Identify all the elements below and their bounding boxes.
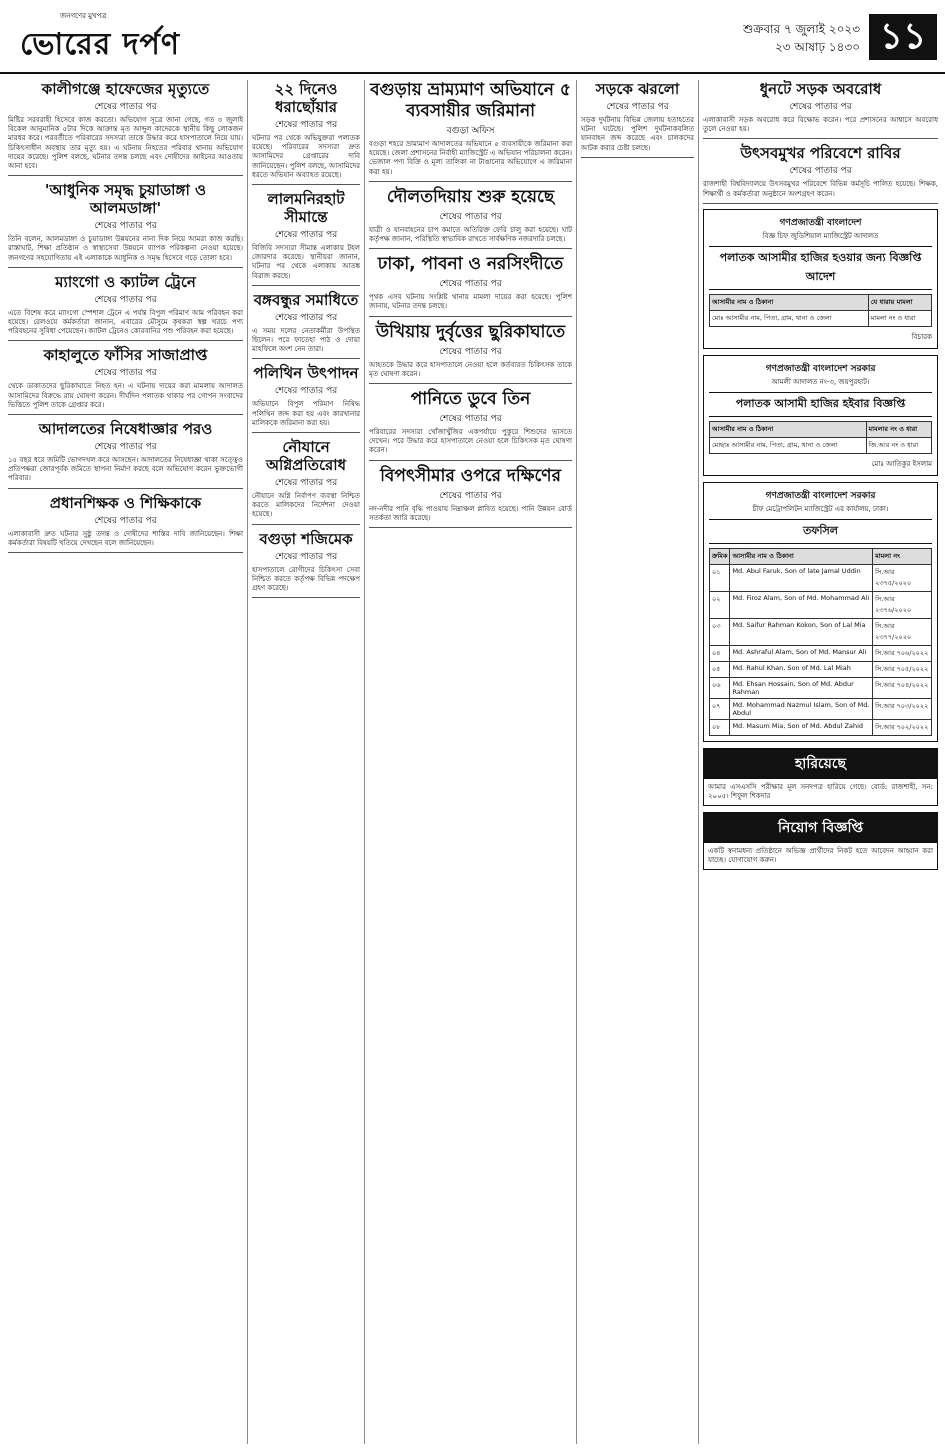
story xyxy=(369,466,572,528)
story-headline[interactable]: দৌলতদিয়ায় শুরু হয়েছে xyxy=(386,186,555,207)
story-headline[interactable]: পানিতে ডুবে তিন xyxy=(410,389,531,410)
story-headline[interactable]: কাহালুতে ফাঁসির সাজাপ্রাপ্ত xyxy=(43,346,208,365)
notice-title: পলাতক আসামীর হাজির হওয়ার জন্য বিজ্ঞপ্তি আদেশ xyxy=(709,246,932,290)
table-cell: ০২ xyxy=(710,591,730,618)
table-row xyxy=(710,591,932,618)
story xyxy=(369,187,572,249)
story-body: নদ-নদীর পানি বৃদ্ধি পাওয়ায় নিম্নাঞ্চল প্লাবিত হয়েছে। পানি উন্নয়ন বোর্ড সতর্কতা জারি করেছে। xyxy=(369,504,572,522)
story-body: নৌযানে অগ্নি নির্বাপণ ব্যবস্থা নিশ্চিত করতে মালিকদের নির্দেশনা দেওয়া হয়েছে। xyxy=(252,492,360,519)
column-1 xyxy=(8,80,243,1444)
story-body: থেকে ডাকাতদের ছুরিকাঘাতে নিহত হন। এ ঘটনায় দায়ের করা মামলায় আদালত আসামিদের বিরুদ্ধে রায় ঘোষণা করেন। দীর্ঘদিন পলাতক থাকার পর গোপন সংবাদের ভিত্তিতে পুলিশ তাকে গ্রেপ্তার করে। xyxy=(8,382,243,409)
story xyxy=(252,364,360,433)
lost-notice-label: হারিয়েছে xyxy=(704,749,937,779)
story-body: পরিবারের সদস্যরা খোঁজাখুঁজির একপর্যায়ে পুকুরে শিশুদের ভাসতে দেখেন। পরে উদ্ধার করে হাসপাতালে নেওয়া হলে চিকিৎসক মৃত ঘোষণা করেন। xyxy=(369,428,572,455)
story-headline[interactable]: উখিয়ায় দুর্বৃত্তের ছুরিকাঘাতে xyxy=(375,321,566,342)
table-cell: জি.আর নং ও ধারা xyxy=(866,437,931,453)
table-row xyxy=(710,677,932,698)
story xyxy=(703,144,938,203)
column-5 xyxy=(698,80,938,1444)
table-row xyxy=(710,698,932,719)
story-headline[interactable]: প্রধানশিক্ষক ও শিক্ষিকাকে xyxy=(49,493,202,512)
continuation-label: শেষের পাতার পর xyxy=(274,312,338,323)
continuation-label: শেষের পাতার পর xyxy=(789,166,852,177)
table-header: যে ধারায় মামলা xyxy=(868,294,931,310)
continuation-label: শেষের পাতার পর xyxy=(94,294,157,305)
table-cell: ০৩ xyxy=(710,618,730,645)
page-number: ১১ xyxy=(869,14,937,60)
table-cell: Md. Abul Faruk, Son of late Jamal Uddin xyxy=(730,564,873,591)
story-headline[interactable]: নৌযানে অগ্নিপ্রতিরোধ xyxy=(265,438,347,475)
story-body: মিষ্টির সরবরাহী হিসেবে কাজ করতো। অভিযোগ সূত্রে জানা গেছে, গত ৩ জুলাই বিকেল আনুমানিক ৫টার দিকে আক্রান্ত মৃত আব্দুল কাদেরকে স্থানীয় কিছু লোকজন মারধর করে। পরবর্তীতে পরিবারের সদস্যরা তাকে উদ্ধার করে হাসপাতালে নিয়ে যায়। চিকিৎসাধীন অবস্থায় তার মৃত্যু হয়। এ ঘটনায় নিহতের পরিবার থানায় অভিযোগ দায়ের করেছে। পুলিশ বলছে, ঘটনার তদন্ত চলছে এবং দোষীদের আইনের আওতায় আনা হবে। xyxy=(8,116,243,171)
continuation-label: শেষের পাতার পর xyxy=(439,346,502,357)
column-4 xyxy=(576,80,694,1444)
recruitment-notice-label: নিয়োগ বিজ্ঞপ্তি xyxy=(704,813,937,843)
story-headline[interactable]: বঙ্গবন্ধুর সমাধিতে xyxy=(253,290,359,309)
table-cell: সি.আর ৭০৫/২০২২ xyxy=(873,661,932,677)
story-body: ১৫ বছর ধরে জমিটি ভোগদখল করে আসছেন। আদালতের নিষেধাজ্ঞা থাকা সত্ত্বেও প্রতিপক্ষরা জোরপূর্বক জমিতে স্থাপনা নির্মাণ করছে বলে অভিযোগ করেন ভুক্তভোগী পরিবার। xyxy=(8,456,243,483)
table-cell: Md. Ashraful Alam, Son of Md. Mansur Ali xyxy=(730,645,873,661)
story-body: এলাকাবাসী সড়ক অবরোধ করে বিক্ষোভ করেন। পরে প্রশাসনের আশ্বাসে অবরোধ তুলে নেওয়া হয়। xyxy=(703,116,938,134)
schedule-table xyxy=(709,548,932,736)
table-cell: Md. Ehsan Hossain, Son of Md. Abdur Rahman xyxy=(730,677,873,698)
lead-story xyxy=(369,80,572,182)
table-header: আসামীর নাম ও ঠিকানা xyxy=(730,548,873,564)
notice-sub: বিজ্ঞ চিফ জুডিশিয়াল ম্যাজিস্ট্রেট আদালত xyxy=(762,231,879,240)
continuation-label: শেষের পাতার পর xyxy=(94,221,157,232)
court-notice-1 xyxy=(703,209,938,349)
story-body: সড়ক দুর্ঘটনায় বিভিন্ন জেলায় হতাহতের ঘটনা ঘটেছে। পুলিশ দুর্ঘটনাকবলিত যানবাহন জব্দ করেছে এবং চালকদের আটক করার চেষ্টা চলছে। xyxy=(581,116,694,152)
continuation-label: শেষের পাতার পর xyxy=(94,442,157,453)
court-notice-3 xyxy=(703,482,938,742)
recruitment-notice-text: একটি স্বনামধন্য প্রতিষ্ঠানে অভিজ্ঞ প্রার্থীদের নিকট হতে আবেদন আহ্বান করা যাচ্ছে। যোগাযোগ করুন। xyxy=(708,846,933,864)
story-headline[interactable]: লালমনিরহাট সীমান্তে xyxy=(267,190,345,227)
table-cell: ০৫ xyxy=(710,661,730,677)
table-cell: ০৮ xyxy=(710,719,730,735)
story-headline[interactable]: ২২ দিনেও ধরাছোঁয়ার xyxy=(274,80,338,116)
story-headline[interactable]: আদালতের নিষেধাজ্ঞার পরও xyxy=(38,420,213,439)
table-cell: সি.আর ৭০২/২০২২ xyxy=(873,719,932,735)
story-headline[interactable]: বগুড়া শজিমেক xyxy=(259,529,353,548)
story xyxy=(369,254,572,316)
story xyxy=(8,273,243,342)
story-body: পৃথক এসব ঘটনায় সংশ্লিষ্ট থানায় মামলা দায়ের করা হয়েছে। পুলিশ জানায়, ঘটনার তদন্ত চলছে। xyxy=(369,293,572,311)
continuation-label: শেষের পাতার পর xyxy=(94,515,157,526)
story-headline[interactable]: বিপৎসীমার ওপরে দক্ষিণের xyxy=(380,465,561,486)
notice-signatory: বিচারক xyxy=(911,332,932,341)
story xyxy=(252,190,360,286)
story xyxy=(369,389,572,461)
continuation-label: শেষের পাতার পর xyxy=(94,368,157,379)
table-cell: Md. Masum Mia, Son of Md. Abdul Zahid xyxy=(730,719,873,735)
court-notice-2 xyxy=(703,355,938,476)
notice-sub: আমলী আদালত নং-৩, জয়পুরহাট। xyxy=(771,377,870,386)
notice-title: পলাতক আসামী হাজির হইবার বিজ্ঞপ্তি xyxy=(709,392,932,417)
story-headline[interactable]: 'আধুনিক সমৃদ্ধ চুয়াডাঙ্গা ও আলমডাঙ্গা' xyxy=(44,181,207,218)
notice-title: তফসিল xyxy=(709,519,932,544)
masthead xyxy=(0,0,945,74)
story-body: এ সময় দলের নেতাকর্মীরা উপস্থিত ছিলেন। পরে ফাতেহা পাঠ ও দোয়া মাহফিলে অংশ নেন তারা। xyxy=(252,326,360,354)
story-body: এলাকাবাসী দ্রুত ঘটনার সুষ্ঠু তদন্ত ও দোষীদের শাস্তির দাবি জানিয়েছেন। শিক্ষা কর্মকর্তারা বিষয়টি খতিয়ে দেখছেন বলে জানিয়েছেন। xyxy=(8,529,243,547)
table-cell: মামলা নং ও ধারা xyxy=(868,310,931,326)
masthead-tagline: জনগণের মুখপত্র xyxy=(60,12,107,20)
story xyxy=(252,438,360,525)
continuation-label: শেষের পাতার পর xyxy=(274,478,338,489)
continuation-label: শেষের পাতার পর xyxy=(606,102,669,112)
table-header: মামলার নং ও ধারা xyxy=(866,421,931,437)
table-cell: সি.আর ২৩৭৭/২০২০ xyxy=(873,618,932,645)
continuation-label: শেষের পাতার পর xyxy=(439,414,502,425)
recruitment-notice xyxy=(703,812,938,870)
story xyxy=(369,322,572,384)
story xyxy=(252,530,360,599)
story-body: হাসপাতালে রোগীদের চিকিৎসা সেবা নিশ্চিত করতে কর্তৃপক্ষ বিভিন্ন পদক্ষেপ গ্রহণ করেছে। xyxy=(252,565,360,593)
continuation-label: শেষের পাতার পর xyxy=(439,490,502,501)
story-headline[interactable]: ম্যাংগো ও ক্যাটল ট্রেনে xyxy=(55,272,196,291)
table-cell: মোঃ আসামীর নাম, পিতা, গ্রাম, থানা ও জেলা xyxy=(710,310,869,326)
table-header: মামলা নং xyxy=(873,548,932,564)
table-header: আসামীর নাম ও ঠিকানা xyxy=(710,294,869,310)
table-cell: সি.আর ৭০৬/২০২২ xyxy=(873,645,932,661)
table-row xyxy=(710,564,932,591)
notice-org: গণপ্রজাতন্ত্রী বাংলাদেশ xyxy=(779,217,862,228)
table-cell: সি.আর ২৩৭৬/২০২০ xyxy=(873,591,932,618)
story xyxy=(8,80,243,176)
story-body: তিনি বলেন, আলমডাঙ্গা ও চুয়াডাঙ্গা উন্নয়নের নানা দিক নিয়ে আমরা কাজ করছি। রাস্তাঘাট, শিক্ষা প্রতিষ্ঠান ও স্বাস্থ্যসেবা উন্নয়নে ব্যাপক পরিকল্পনা নেওয়া হয়েছে। জনগণের সহযোগিতায় এই এলাকাকে আধুনিক ও সমৃদ্ধ হিসেবে গড়ে তোলা হবে। xyxy=(8,235,243,262)
lost-notice-text: আমার এসএসসি পরীক্ষার মূল সনদপত্র হারিয়ে গেছে। বোর্ড: রাজশাহী, সন: ২০০৫। শিফুল শিকদার xyxy=(708,782,933,800)
continuation-label: শেষের পাতার পর xyxy=(274,551,338,562)
table-cell: Md. Firoz Alam, Son of Md. Mohammad Ali xyxy=(730,591,873,618)
notice-sub: চীফ মেট্রোপলিটন ম্যাজিস্ট্রেট এর কার্যালয়, ঢাকা। xyxy=(752,504,889,513)
table-cell: Md. Rahul Khan, Son of Md. Lal Miah xyxy=(730,661,873,677)
story-body: এতে বিশেষ করে ম্যাংগো স্পেশাল ট্রেনে এ পর্যন্ত বিপুল পরিমাণ আম পরিবহন করা হয়েছে। রেলওয়ে কর্মকর্তারা জানান, এবারের মৌসুমে কৃষকরা স্বল্প খরচে পণ্য পরিবহনের সুবিধা পেয়েছেন। ক্যাটল ট্রেনেও কোরবানির পশু পরিবহন করা হয়েছে। xyxy=(8,308,243,336)
table-header: আসামীর নাম ও ঠিকানা xyxy=(710,421,867,437)
story-body: অভিযানে বিপুল পরিমাণ নিষিদ্ধ পলিথিন জব্দ করা হয় এবং কারখানার মালিককে জরিমানা করা হয়। xyxy=(252,400,360,427)
story-headline[interactable]: উৎসবমুখর পরিবেশে রাবির xyxy=(740,144,901,163)
date-line: শুক্রবার ৭ জুলাই ২০২৩ xyxy=(743,22,860,36)
story xyxy=(703,80,938,139)
table-row xyxy=(710,645,932,661)
hijri-line: ২৩ আষাঢ় ১৪৩০ xyxy=(774,40,860,54)
story-body: বগুড়া শহরে ভ্রাম্যমাণ আদালতের অভিযানে ৫ ব্যবসায়ীকে জরিমানা করা হয়েছে। জেলা প্রশাসনের নির্বাহী ম্যাজিস্ট্রেট এ অভিযান পরিচালনা করেন। ভেজাল পণ্য বিক্রি ও মূল্য তালিকা না টাঙানোর অভিযোগে এ জরিমানা করা হয়। xyxy=(369,140,572,176)
story-body: ঘটনার পর থেকে অভিযুক্তরা পলাতক রয়েছে। পরিবারের সদস্যরা দ্রুত আসামিদের গ্রেপ্তারের দাবি জানিয়েছেন। পুলিশ বলছে, আসামিদের ধরতে অভিযান অব্যাহত রয়েছে। xyxy=(252,134,360,179)
continuation-label: শেষের পাতার পর xyxy=(274,386,338,397)
story-body: রাজশাহী বিশ্ববিদ্যালয়ে উৎসবমুখর পরিবেশে বিভিন্ন কর্মসূচি পালিত হয়েছে। শিক্ষক, শিক্ষার্থী ও কর্মকর্তারা অনুষ্ঠানে অংশগ্রহণ করেন। xyxy=(703,180,938,198)
table-cell: মোছাঃ আসামীর নাম, পিতা, গ্রাম, থানা ও জেলা xyxy=(710,437,867,453)
table-cell: ০৪ xyxy=(710,645,730,661)
story-headline[interactable]: ঢাকা, পাবনা ও নরসিংদীতে xyxy=(377,254,564,275)
story xyxy=(8,494,243,553)
lost-notice xyxy=(703,748,938,806)
story-headline[interactable]: ধুনটে সড়ক অবরোধ xyxy=(759,80,882,98)
story xyxy=(8,346,243,415)
story xyxy=(8,420,243,489)
story-headline[interactable]: কালীগঞ্জে হাফেজের মৃত্যুতে xyxy=(41,80,210,98)
table-cell: সি.আর ৭০৩/২০২২ xyxy=(873,698,932,719)
table-cell: Md. Saifur Rahman Kokon, Son of Lal Mia xyxy=(730,618,873,645)
table-cell: ০১ xyxy=(710,564,730,591)
story xyxy=(8,181,243,268)
table-row xyxy=(710,618,932,645)
newspaper-logo: ভোরের দর্পণ xyxy=(20,27,180,62)
story-headline[interactable]: বগুড়ায় ভ্রাম্যমাণ অভিযানে ৫ ব্যবসায়ীর জরিমানা xyxy=(370,80,571,121)
column-2 xyxy=(247,80,360,1444)
notice-signatory: মোঃ আতিকুর ইসলাম xyxy=(871,459,932,468)
continuation-label: শেষের পাতার পর xyxy=(789,102,852,112)
story xyxy=(252,291,360,360)
story xyxy=(252,80,360,185)
continuation-label: শেষের পাতার পর xyxy=(439,279,502,290)
table-cell: সি.আর ২৩৭৫/২০২০ xyxy=(873,564,932,591)
continuation-label: শেষের পাতার পর xyxy=(94,102,157,112)
continuation-label: শেষের পাতার পর xyxy=(439,211,502,222)
date-box xyxy=(743,20,860,56)
table-cell: সি.আর ৭০৪/২০২২ xyxy=(873,677,932,698)
story-headline[interactable]: সড়কে ঝরলো xyxy=(595,80,680,98)
notice-org: গণপ্রজাতন্ত্রী বাংলাদেশ সরকার xyxy=(765,490,876,501)
story-body: আহতকে উদ্ধার করে হাসপাতালে নেওয়া হলে কর্তব্যরত চিকিৎসক তাকে মৃত ঘোষণা করেন। xyxy=(369,360,572,378)
continuation-label: শেষের পাতার পর xyxy=(274,120,338,130)
table-row xyxy=(710,661,932,677)
notice-org: গণপ্রজাতন্ত্রী বাংলাদেশ সরকার xyxy=(765,363,876,374)
table-cell: ০৬ xyxy=(710,677,730,698)
story-headline[interactable]: পলিথিন উৎপাদন xyxy=(253,364,359,383)
notice-table xyxy=(709,421,932,454)
dateline: বগুড়া অফিস xyxy=(446,126,495,136)
continuation-label: শেষের পাতার পর xyxy=(274,230,338,241)
table-header: ক্রমিক xyxy=(710,548,730,564)
table-cell: Md. Mohammad Nazmul Islam, Son of Md. Abdul xyxy=(730,698,873,719)
table-row xyxy=(710,719,932,735)
table-cell: ০৭ xyxy=(710,698,730,719)
notice-table xyxy=(709,294,932,327)
column-3 xyxy=(364,80,572,1444)
story xyxy=(581,80,694,158)
story-body: যাত্রী ও যানবাহনের চাপ কমাতে অতিরিক্ত ফেরি চালু করা হয়েছে। ঘাট কর্তৃপক্ষ জানান, পরিস্থিতি স্বাভাবিক রাখতে সার্বক্ষণিক নজরদারি চলছে। xyxy=(369,225,572,244)
story-body: বিজিবি সদস্যরা সীমান্ত এলাকায় টহল জোরদার করেছে। স্থানীয়রা জানান, ঘটনার পর থেকে এলাকায় আতঙ্ক বিরাজ করছে। xyxy=(252,244,360,280)
